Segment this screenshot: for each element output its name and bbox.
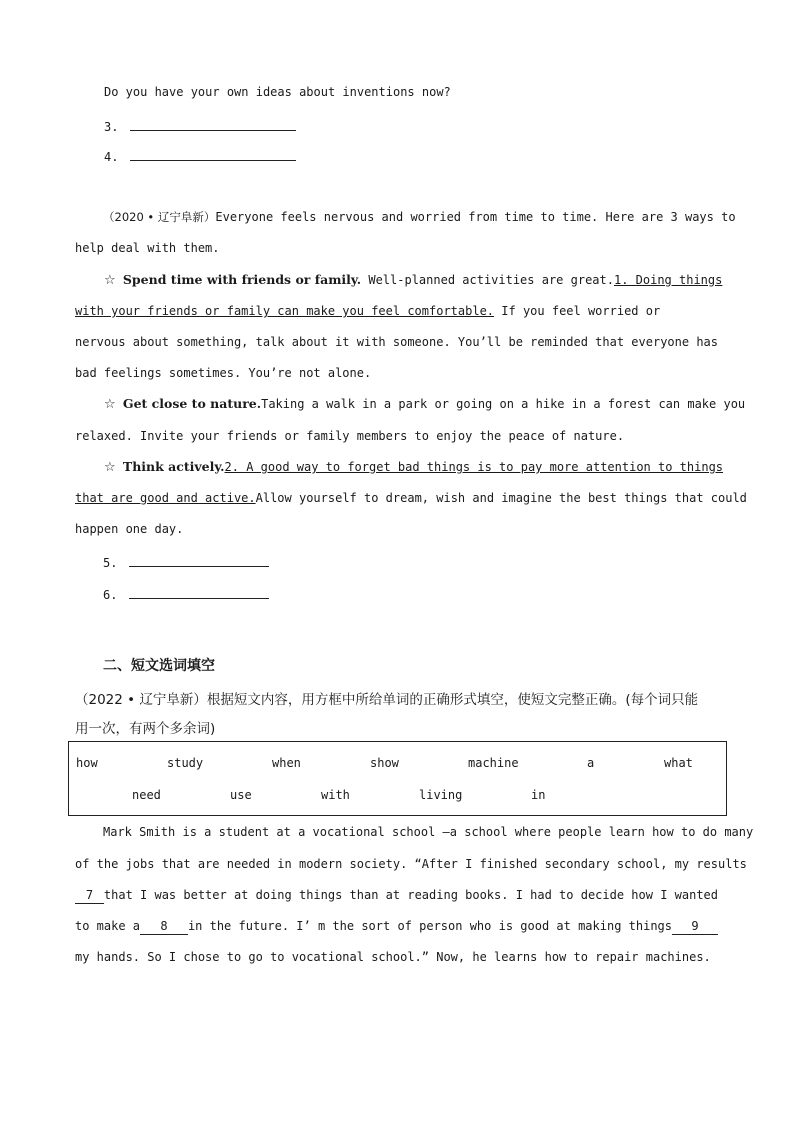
- answer-line-5[interactable]: [103, 554, 269, 571]
- underlined-sentence-2-cont: that are good and active.: [75, 491, 256, 505]
- tip1-text: Well-planned activities are great.: [368, 273, 614, 287]
- section-title: 二、短文选词填空: [103, 658, 215, 674]
- tip2-line-1: [104, 396, 746, 413]
- answer-line-4[interactable]: [104, 148, 296, 165]
- underlined-sentence-1-cont: with your friends or family can make you feel comfortable.: [75, 304, 495, 318]
- star-icon: ☆: [104, 397, 116, 412]
- paragraph-line-2: of the jobs that are needed in modern society. “After I finished secondary school, my results: [75, 857, 747, 871]
- tip1-text-3a: nervous: [75, 335, 126, 349]
- word-option: what: [664, 756, 693, 770]
- underlined-sentence-1: 1. Doing things: [613, 273, 723, 287]
- blank-9[interactable]: 9: [672, 918, 718, 935]
- item-number: 4.: [104, 150, 119, 164]
- instruction-line-1: （2022 • 辽宁阜新）根据短文内容，用方框中所给单词的正确形式填空，使短文完整正确。(每个词只能: [75, 692, 699, 708]
- passage-intro-line-2: help deal with them.: [75, 241, 220, 255]
- item-number: 5.: [103, 556, 118, 570]
- paragraph-line-3: [75, 887, 718, 904]
- blank-8[interactable]: 8: [140, 918, 188, 935]
- paragraph-line-1: Mark Smith is a student at a vocational school —a school where people learn how to do many: [103, 825, 754, 839]
- word-option: machine: [468, 756, 519, 770]
- tip2-line-2: relaxed. Invite your friends or family members to enjoy the peace of nature.: [75, 429, 625, 443]
- tip1-text-3b: about something, talk about it with someone. You’ll be reminded that everyone has: [132, 335, 718, 349]
- word-box: [68, 741, 727, 816]
- tip3-title: Think actively.: [122, 459, 225, 474]
- word-option: need: [132, 788, 161, 802]
- item-number: 6.: [103, 588, 118, 602]
- intro-text: Everyone feels nervous and worried from time to time. Here are 3 ways to: [215, 210, 736, 224]
- tip3-line-3: happen one day.: [75, 522, 184, 536]
- paragraph-line-4: [75, 918, 718, 935]
- paragraph-text: in the future. I’ m the sort of person who is good at making things: [187, 919, 672, 933]
- tip2-title: Get close to nature.: [122, 396, 262, 411]
- word-option: show: [370, 756, 399, 770]
- answer-blank[interactable]: [129, 586, 269, 599]
- passage-intro-line-1: [103, 209, 736, 225]
- tip3-line-1: [104, 459, 724, 476]
- question-text: Do you have your own ideas about inventions now?: [104, 85, 451, 99]
- word-option: how: [76, 756, 98, 770]
- answer-line-6[interactable]: [103, 586, 269, 603]
- star-icon: ☆: [104, 460, 116, 475]
- word-option: with: [321, 788, 350, 802]
- tip3-text-2: Allow yourself to dream, wish and imagine the best things that could: [255, 491, 747, 505]
- answer-blank[interactable]: [129, 554, 269, 567]
- tip3-line-2: [75, 490, 747, 506]
- source-label: （2020 • 辽宁阜新）: [103, 210, 216, 224]
- paragraph-text: to make a: [75, 919, 141, 933]
- word-option: in: [531, 788, 546, 802]
- underlined-sentence-2: 2. A good way to forget bad things is to pay more attention to things: [224, 460, 724, 474]
- tip1-title: Spend time with friends or family.: [122, 272, 362, 287]
- tip1-text-2: If you feel worried or: [501, 304, 661, 318]
- word-option: a: [587, 756, 595, 770]
- tip1-line-1: [104, 272, 723, 289]
- answer-line-3[interactable]: [104, 118, 296, 135]
- tip1-line-3: [75, 334, 718, 350]
- tip1-line-4: bad feelings sometimes. You’re not alone.: [75, 366, 372, 380]
- paragraph-text: that I was better at doing things than at reading books. I had to decide how I wanted: [103, 888, 718, 902]
- answer-blank[interactable]: [130, 148, 296, 161]
- word-option: study: [167, 756, 204, 770]
- paragraph-line-5: my hands. So I chose to go to vocational school.” Now, he learns how to repair machines.: [75, 950, 711, 964]
- item-number: 3.: [104, 120, 119, 134]
- word-option: use: [230, 788, 252, 802]
- blank-7[interactable]: 7: [75, 887, 104, 904]
- instruction-line-2: 用一次，有两个多余词): [75, 721, 216, 737]
- answer-blank[interactable]: [130, 118, 296, 131]
- tip1-line-2: [75, 303, 660, 319]
- word-option: living: [419, 788, 463, 802]
- tip2-text: Taking a walk in a park or going on a hike in a forest can make you: [261, 397, 746, 411]
- star-icon: ☆: [104, 273, 116, 288]
- word-option: when: [272, 756, 301, 770]
